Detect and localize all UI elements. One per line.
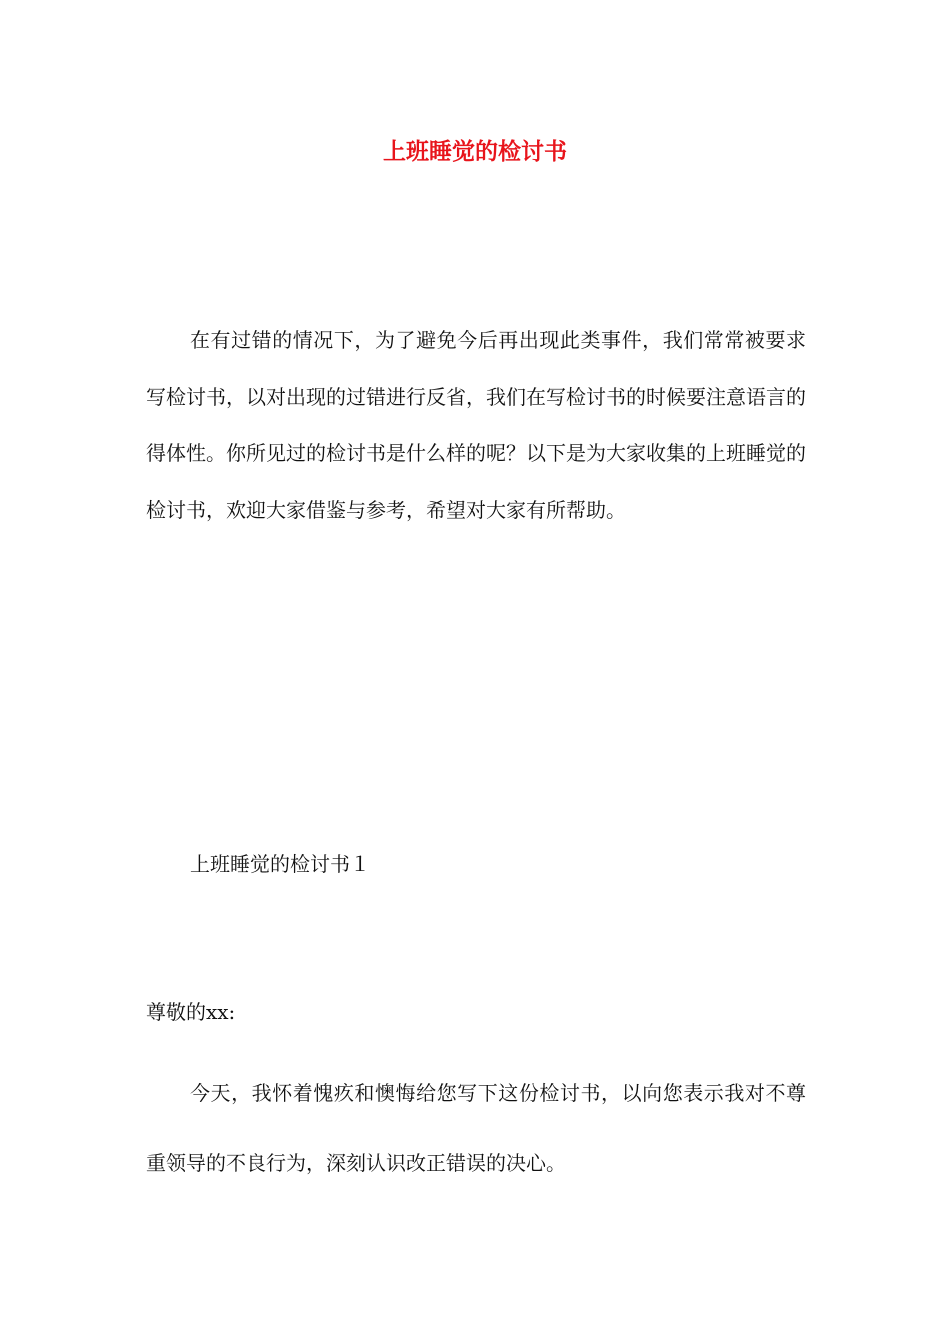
intro-paragraph: 在有过错的情况下，为了避免今后再出现此类事件，我们常常被要求写检讨书，以对出现的过错进行反省，我们在写检讨书的时候要注意语言的得体性。你所见过的检讨书是什么样的呢？以下是为大家收集的上班睡觉的检讨书，欢迎大家借鉴与参考，希望对大家有所帮助。 xyxy=(146,328,806,522)
salutation: 尊敬的xx: xyxy=(146,1000,236,1024)
body-paragraph: 今天，我怀着愧疚和懊悔给您写下这份检讨书，以向您表示我对不尊重领导的不良行为，深刻认识改正错误的决心。 xyxy=(146,1081,806,1175)
section-heading: 上班睡觉的检讨书１ xyxy=(190,852,370,876)
document-title: 上班睡觉的检讨书 xyxy=(383,138,567,165)
